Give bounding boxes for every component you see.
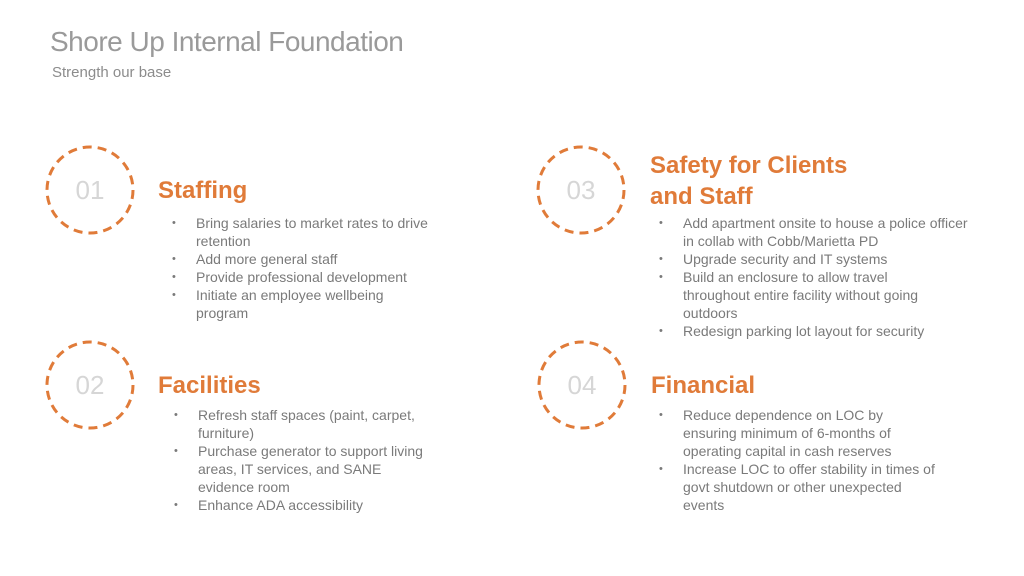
number-circle-02	[45, 340, 135, 430]
section-heading-financial: Financial	[651, 372, 756, 399]
number-circle-03	[536, 145, 626, 235]
section-number: 04	[567, 370, 597, 400]
bullet-list-facilities	[160, 406, 450, 514]
list-item: • Purchase generator to support living areas, IT services, and SANE evidence room	[160, 442, 450, 496]
list-item: • Increase LOC to offer stability in times of govt shutdown or other unexpected events	[645, 460, 935, 514]
list-item: • Reduce dependence on LOC by ensuring minimum of 6-months of operating capital in cash reserves	[645, 406, 935, 460]
bullet-list-safety	[645, 214, 975, 340]
list-item: • Build an enclosure to allow travel throughout entire facility without going outdoors	[645, 268, 975, 322]
slide-subtitle: Strength our base	[52, 64, 172, 81]
list-item: • Add more general staff	[158, 250, 458, 268]
number-circle-01	[45, 145, 135, 235]
list-item: • Provide professional development	[158, 268, 458, 286]
bullet-list-staffing	[158, 214, 458, 322]
bullet-list-financial	[645, 406, 935, 514]
list-item: • Add apartment onsite to house a police officer in collab with Cobb/Marietta PD	[645, 214, 975, 250]
list-item: • Bring salaries to market rates to drive retention	[158, 214, 458, 250]
section-heading-staffing: Staffing	[158, 177, 248, 204]
section-number: 01	[75, 175, 105, 205]
list-item: • Redesign parking lot layout for security	[645, 322, 975, 340]
section-number: 02	[75, 370, 105, 400]
slide-title: Shore Up Internal Foundation	[50, 26, 404, 57]
section-heading-facilities: Facilities	[158, 372, 261, 399]
list-item: • Upgrade security and IT systems	[645, 250, 975, 268]
number-circle-04	[537, 340, 627, 430]
section-number: 03	[566, 175, 596, 205]
section-heading-safety: Safety for Clients and Staff	[650, 152, 848, 210]
list-item: • Refresh staff spaces (paint, carpet, furniture)	[160, 406, 450, 442]
list-item: • Enhance ADA accessibility	[160, 496, 450, 514]
list-item: • Initiate an employee wellbeing program	[158, 286, 458, 322]
